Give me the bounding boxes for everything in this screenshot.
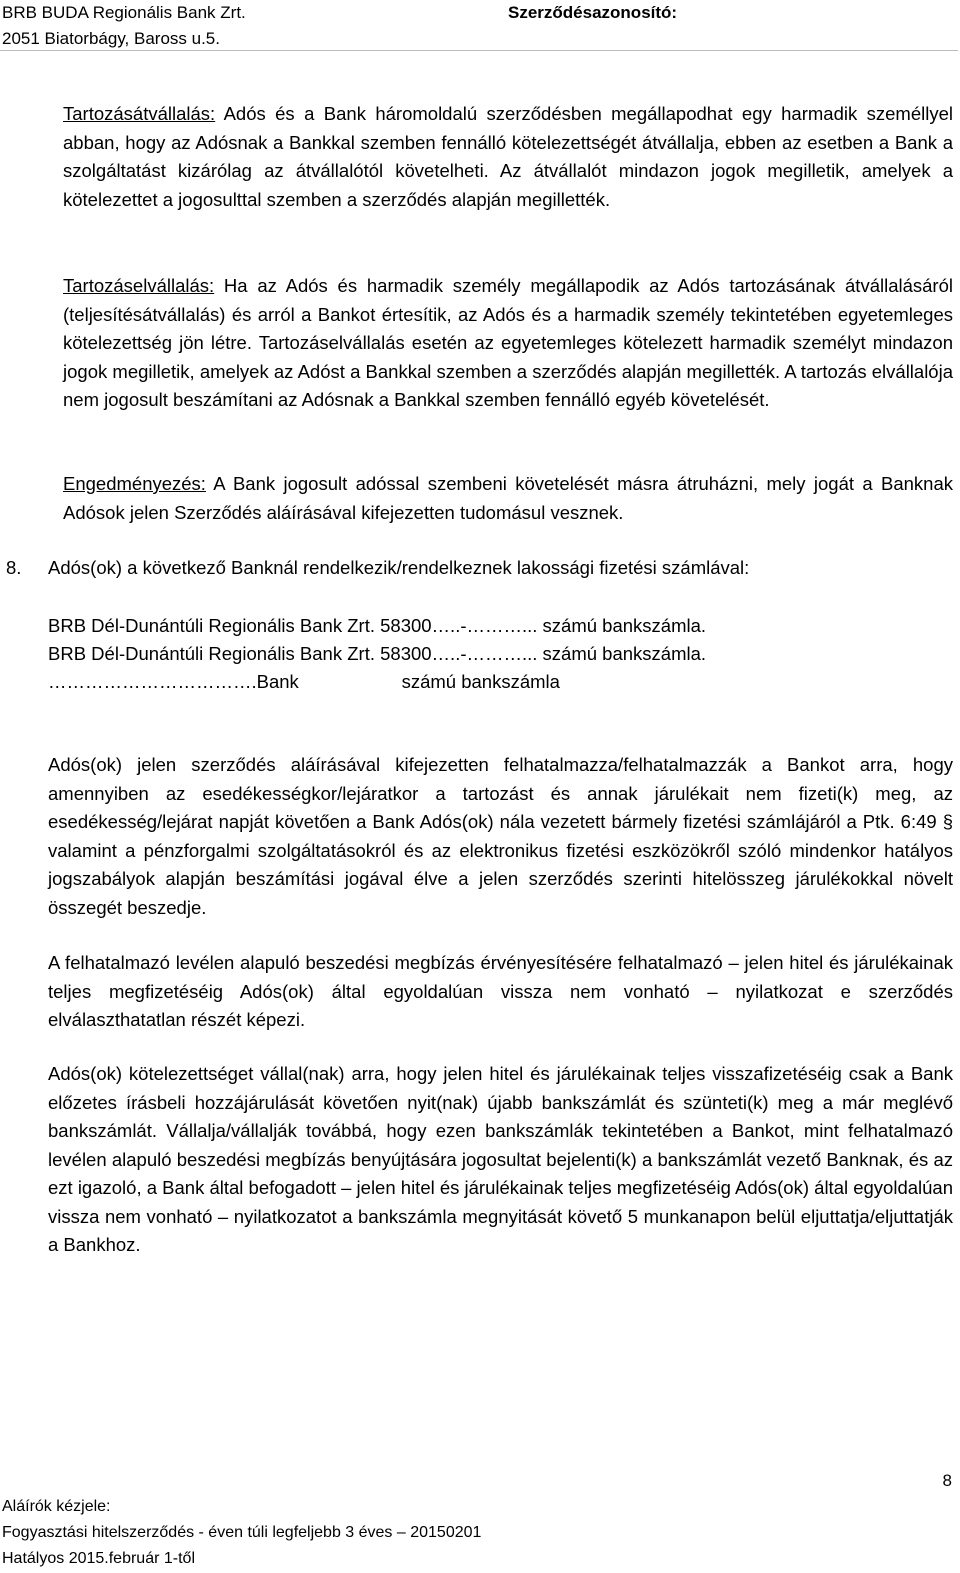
- header-divider: [0, 50, 958, 51]
- account-line-3: …………………………….Bank számú bankszámla: [48, 671, 560, 692]
- paragraph-account-obligation: Adós(ok) kötelezettséget vállal(nak) arra, hogy jelen hitel és járulékainak teljes visszafizetéséig csak a Bank előzetes írásbeli hozzájárulását követően nyit(nak) újabb bankszámlát és szünteti(k) meg a már meglévő bankszámlát. Vállalja/vállalják továbbá, hogy ezen bankszámlák tekintetében a Bankot, mint felhatalmazó levélen alapuló beszedési megbízás benyújtására jogosultat bejelenti(k) a bankszámlát vezető Banknak, és az ezt igazoló, a Bank által befogadott – jelen hitel és járulékainak teljes megfizetéséig Adós(ok) által egyoldalúan vissza nem vonható – nyilatkozatot a bankszámla megnyitását követő 5 munkanapon belül eljuttatja/eljuttatják a Bankhoz.: [48, 1063, 954, 1255]
- footer-doc-title: Fogyasztási hitelszerződés - éven túli legfeljebb 3 éves – 20150201: [2, 1524, 482, 1541]
- footer-initials-label: Aláírók kézjele:: [2, 1498, 111, 1515]
- account-line-2: BRB Dél-Dunántúli Regionális Bank Zrt. 58300…..-………... számú bankszámla.: [48, 643, 707, 664]
- text-engedmenyezes: A Bank jogosult adóssal szembeni követelését másra átruházni, mely jogát a Banknak Adósok jelen Szerződés aláírásával kifejezetten tudomásul vesznek.: [63, 473, 953, 523]
- account-line-1: BRB Dél-Dunántúli Regionális Bank Zrt. 58300…..-………... számú bankszámla.: [48, 615, 707, 636]
- text-tartozasatvallalas: Adós és a Bank háromoldalú szerződésben megállapodhat egy harmadik személlyel abban, hogy az Adósnak a Bankkal szemben fennálló kötelezettségét átvállalja, ebben az esetben a Bank a szolgáltatást kizárólag az átvállalótól követelheti. Az átvállalót mindazon jogok megilletik, amelyek a kötelezettet a jogosulttal szemben a szerződés alapján megillették.: [63, 103, 953, 210]
- bank-name: BRB BUDA Regionális Bank Zrt.: [2, 3, 246, 22]
- footer-effective-date: Hatályos 2015.február 1-től: [2, 1550, 195, 1567]
- page-number: 8: [942, 1471, 952, 1490]
- point8-intro: Adós(ok) a következő Banknál rendelkezik/rendelkeznek lakossági fizetési számlával:: [48, 557, 750, 578]
- contract-id-label: Szerződésazonosító:: [508, 3, 678, 22]
- paragraph-tartozasatvallalas: [63, 100, 953, 214]
- paragraph-engedmenyezes: [63, 470, 953, 527]
- paragraph-tartozaselvallalas: [63, 272, 953, 415]
- point-number: 8.: [6, 557, 22, 578]
- paragraph-authorization: Adós(ok) jelen szerződés aláírásával kifejezetten felhatalmazza/felhatalmazzák a Bankot arra, hogy amennyiben az esedékességkor/lejáratkor a tartozást és annak járulékait nem fizeti(k) meg, az esedékesség/lejárat napját követően a Bank Adós(ok) nála vezetett bármely fizetési számlájáról a Ptk. 6:49 § valamint a pénzforgalmi szolgáltatásokról és az elektronikus fizetési eszközökről szóló mindenkor hatályos jogszabályok alapján beszámítási jogával élve a jelen szerződés szerinti hitelösszeg járulékokkal növelt összegét beszedje.: [48, 754, 953, 918]
- term-tartozaselvallalas: Tartozáselvállalás:: [63, 275, 215, 296]
- header-bank-info: [2, 0, 246, 52]
- text-tartozaselvallalas: Ha az Adós és harmadik személy megállapodik az Adós tartozásának átvállalásáról (teljesítésátvállalás) és arról a Bankot értesítik, az Adós és a harmadik személy tekintetében egyetemleges kötelezettség jön létre. Tartozáselvállalás esetén az egyetemleges kötelezett harmadik személyt mindazon jogok megilletik, amelyek az Adóst a Bankkal szemben a szerződés alapján megillették. A tartozás elvállalója nem jogosult beszámítani az Adósnak a Bankkal szemben fennálló egyéb követelését.: [63, 275, 953, 410]
- term-engedmenyezes: Engedményezés:: [63, 473, 206, 494]
- paragraph-collection-order: A felhatalmazó levélen alapuló beszedési megbízás érvényesítésére felhatalmazó – jelen hitel és járulékainak teljes megfizetéséig Adós(ok) által egyoldalúan vissza nem vonható – nyilatkozat e szerződés elválaszthatatlan részét képezi.: [48, 952, 953, 1030]
- bank-address: 2051 Biatorbágy, Baross u.5.: [2, 29, 220, 48]
- term-tartozasatvallalas: Tartozásátvállalás:: [63, 103, 216, 124]
